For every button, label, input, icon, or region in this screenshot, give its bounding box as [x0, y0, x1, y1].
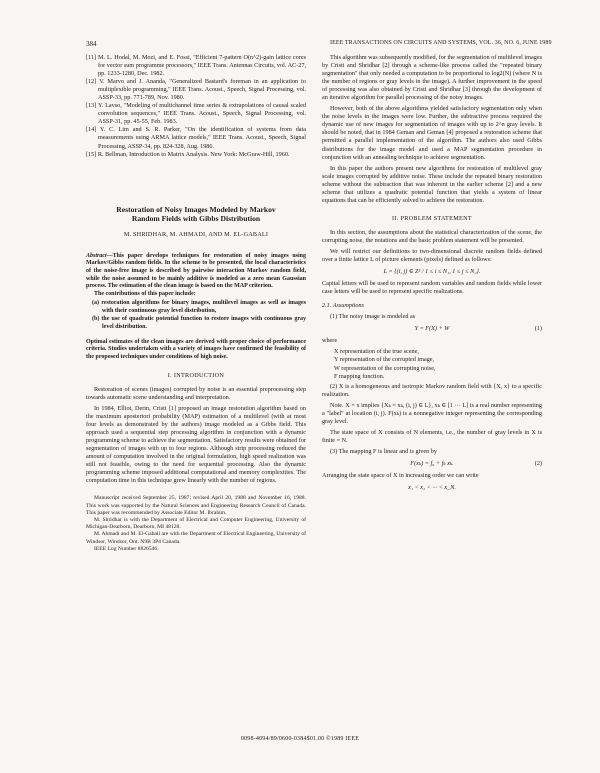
footnote: Manuscript received September 25, 1987; revised April 20, 1988 and November 16, 1988. This work was supported by the Natural Sciences and Engineering Research Council of Canada. This paper was recommended by Associate Editor M. Ibrahim. [86, 495, 306, 516]
paragraph: (2) X is a homogeneous and isotropic Markov random field with {X, x} to a specific realization. [322, 382, 542, 398]
equation-text: Y = F(X) + W [414, 325, 450, 333]
paper-title [86, 205, 306, 224]
definition-list [334, 348, 542, 380]
paragraph: (3) The mapping F is linear and is given by [330, 447, 437, 455]
paragraph: Note. X = x implies {Xₖ = xₖ, (i, j) ∈ L}, xₖ ∈ [1 ··· L] is a real number representing a "label" at location (i, j). F(xₖ) is a nonnegative integer representing the corresponding gray level. [322, 401, 542, 425]
page-number: 384 [86, 40, 97, 48]
footnote: M. Ahmadi and M. El-Gabali are with the Department of Electrical Engineering, University of Windsor, Windsor, Ont. N9B 3P4 Canada. [86, 531, 306, 545]
reference-item: [14] Y. C. Lim and S. R. Parker, "On the identification of systems from data measurements using ARMA lattice models," IEEE Trans. Acoust., Speech, Signal Processing, ASSP-34, pp. 824-328, Aug. 1986. [86, 126, 306, 150]
reference-item: [15] R. Bellman, Introduction to Matrix Analysis. New York: McGraw-Hill, 1960. [86, 150, 290, 158]
equation-model [322, 325, 542, 333]
abstract-text: —This paper develops techniques for restoration of noisy images using Markov/Gibbs random fields. In the scheme to be presented, the local characteristics of the noise-free image is described by pairwise interaction Markov random field, while the noise assumed to be mainly additive is modeled as a zero mean Gaussian process. The estimation of the clean image is based on the MAP criterion. [86, 252, 306, 290]
contribution-item: (a) restoration algorithms for binary images, multilevel images as well as images with their continuous gray level distribution, [92, 299, 306, 314]
footnote: M. Shridhar is with the Department of Electrical and Computer Engineering, University of Michigan-Dearborn, Dearborn, MI 48128. [86, 517, 306, 531]
footnote: IEEE Log Number 8826546. [94, 545, 159, 552]
subsection-heading: 2.1. Assumptions [322, 302, 365, 310]
equation-order: x₁ < x₂ < ··· < x_N. [408, 484, 456, 492]
definition-item: W representation of the corrupting noise, [334, 364, 436, 372]
footnotes [86, 495, 306, 553]
journal-header: IEEE TRANSACTIONS ON CIRCUITS AND SYSTEMS, VOL. 36, NO. 6, JUNE 1989 [330, 40, 552, 46]
section-heading-introduction: I. INTRODUCTION [167, 371, 225, 379]
reference-item: [13] Y. Lavso, "Modeling of multichannel time series & extrapolations of causal scaled convolution sequences," IEEE Trans. Acoust., Speech, Signal Processing, vol. ASSP-31, pp. 45-55, Feb. 1983. [86, 102, 306, 126]
equation-text: F(xₖ) = f₀ + fₖ xₖ. [410, 459, 454, 467]
paragraph: where [322, 337, 338, 345]
reference-item: [12] V. Marvo and J. Ananda, "Generalized Bastard's foreman in an application to multiplexible programming," IEEE Trans. Acoust., Speech, Signal Processing, vol. ASSP-33, pp. 771-789, Nov. 1980. [86, 78, 306, 102]
definition-item: X representation of the true scene, [334, 348, 419, 356]
paragraph: In this paper the authors present new algorithms for restoration of multilevel gray scale images corrupted by additive noise. These include the repeated binary restoration scheme without the subtraction that was inherent in the earlier scheme [2] and a new scheme that utilizes a quadratic potential function that yields a system of linear equations that can be efficiently solved to achieve the restoration. [322, 164, 542, 204]
equation-number: (2) [534, 459, 542, 467]
abstract [86, 253, 306, 292]
paragraph: The state space of X consists of N elements, i.e., the number of gray levels in X is finite = N. [322, 428, 542, 444]
equation-number: (1) [534, 325, 542, 333]
paper-title-line: Random Fields with Gibbs Distribution [131, 214, 261, 224]
paper-authors: M. SHRIDHAR, M. AHMADI, AND M. EL-GABALI [123, 230, 269, 238]
definition-item: F mapping function. [334, 372, 385, 380]
contribution-item: (b) the use of quadratic potential function to restore images with continuous gray level distribution. [92, 316, 306, 330]
contributions-intro: The contributions of this paper include: [94, 291, 196, 298]
paragraph: Restoration of scenes (images) corrupted by noise is an essential preprocessing step towards automatic scene understanding and interpretation. [86, 385, 306, 401]
abstract-conclusion: Optimal estimates of the clean images are derived with proper choice of performance criteria. Studies undertaken with a variety of images have confirmed the feasibility of the proposed techniques under conditions of high noise. [86, 338, 306, 361]
paragraph: In this section, the assumptions about the statistical characterization of the scene, the corrupting noise, the notations and the basic problem statement will be presented. [322, 228, 542, 244]
equation-mapping [322, 460, 542, 468]
paragraph: This algorithm was subsequently modified, for the segmentation of multilevel images by Cristi and Shridhar [2] through a scheme-like process called the "repeated binary segmentation" that only needed a computation to be proportional to log2(N) (where N is the number of regions or gray levels in the image). A further improvement in the speed of processing was also obtained by Cristi and Shridhar [3] through the development of an iterative algorithm for parallel processing of the noisy images. [322, 54, 542, 102]
definition-item: Y representation of the corrupted image, [334, 356, 435, 364]
paper-title-line: Restoration of Noisy Images Modeled by Markov [116, 204, 276, 214]
reference-list [86, 54, 306, 159]
paragraph: (1) The noisy image is modeled as [330, 313, 416, 321]
paragraph: Capital letters will be used to represent random variables and random fields while lower case letters will be used to represent specific realizations. [322, 280, 542, 296]
equation-lattice: L = {(i, j) ∈ Z² / 1 ≤ i ≤ N₁, 1 ≤ j ≤ N₂}. [383, 268, 481, 276]
reference-item: [11] M. L. Hodal, M. Mozi, and E. Fossi, "Efficient 7-pattern O(n^2)-gain lattice cores for vector sum programme processors," IEEE Trans. Antennas Circuits, vol. AC-27, pp. 1233-1280, Dec. 1982. [86, 54, 306, 78]
abstract-label: Abstract [86, 252, 107, 259]
copyright-code: 0098-4094/89/0600-0384$01.00 ©1989 IEEE [240, 736, 360, 742]
paragraph: However, both of the above algorithms yielded satisfactory segmentation only when the noise levels in the images were low. Further, the subtractive process required the dynamic use of new images for segmentation of images with up to 2^n gray levels. It should be noted, that in 1984 Geman and Geman [4] proposed a restoration scheme that permitted a parallel implementation of the algorithm. The authors also used Gibbs distributions for the image model and used a MAP segmentation procedure in conjunction with an annealing technique to achieve segmentation. [322, 105, 542, 161]
left-column [86, 54, 306, 553]
section-heading-problem-statement: II. PROBLEM STATEMENT [392, 214, 472, 222]
right-column [322, 54, 542, 496]
paragraph: Arranging the state space of X in increasing order we can write [322, 472, 479, 480]
paragraph: We will restrict our definitions to two-dimensional discrete random fields defined over a finite lattice L of picture elements (pixels) defined as follows: [322, 247, 542, 264]
paragraph: In 1984, Elliot, Derin, Cristi [1] proposed an image restoration algorithm based on the maximum aposteriori probability (MAP) estimation of a multilevel (with at most four levels as demonstrated by the authors) image modeled as a Gibbs field. This approach used a sequential step processing algorithm in conjunction with a dynamic programming scheme to achieve the segmentation. Satisfactory results were obtained for segmentation of images with up to four regions. Although strip processing reduced the amount of computation involved in the original formulation, high speed realization was still not feasible, owing to the need for sequential processing. Also the dynamic programming scheme imposed additional computational and memory complexities. The computation time in this technique grew linearly with the number of regions. [86, 404, 306, 485]
